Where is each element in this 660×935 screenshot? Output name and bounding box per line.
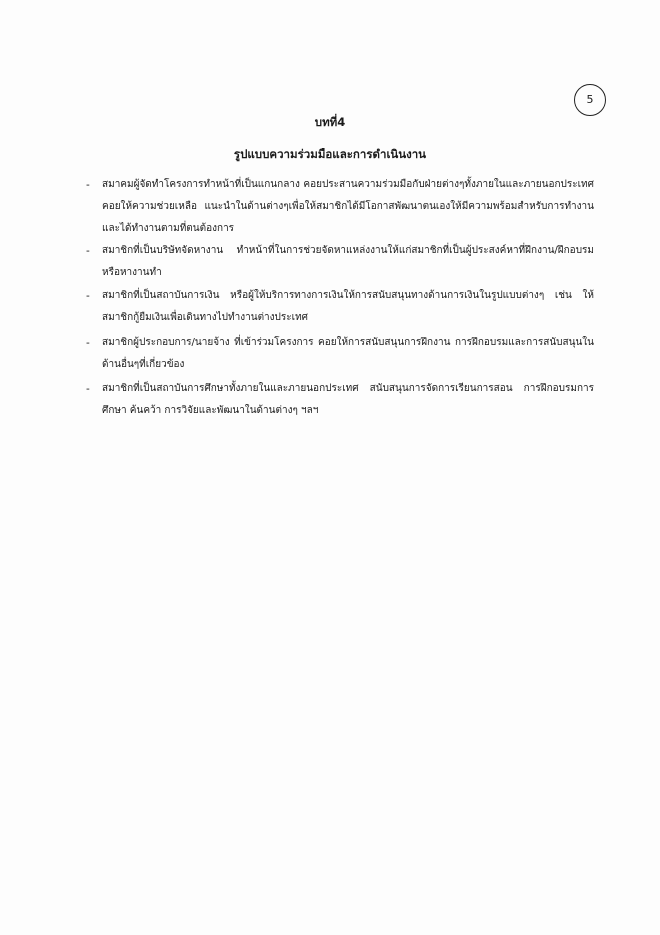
chapter-heading: บทที่4	[314, 115, 346, 129]
bullet-text: สมาชิกที่เป็นสถาบันการเงิน หรือผู้ให้บริการทางการเงินให้การสนับสนุนทางด้านการเงินในรูปแบบต่างๆ เช่น ให้สมาชิกกู้ยืมเงินเพื่อเดินทางไปทำงานต่างประเทศ	[102, 290, 594, 323]
bullet-dash: -	[86, 383, 90, 395]
bullet-text: สมาชิกที่เป็นสถาบันการศึกษาทั้งภายในและภายนอกประเทศ สนับสนุนการจัดการเรียนการสอน การฝึกอบรมการศึกษา ค้นคว้า การวิจัยและพัฒนาในด้านต่างๆ ฯลฯ	[102, 383, 594, 416]
bullet-text: สมาคมผู้จัดทำโครงการทำหน้าที่เป็นแกนกลาง คอยประสานความร่วมมือกับฝ่ายต่างๆทั้งภายในและภายนอกประเทศ คอยให้ความช่วยเหลือ แนะนำในด้านต่างๆเพื่อให้สมาชิกได้มีโอกาสพัฒนาตนเองให้มีความพร้อมสำหรับการทำงานและได้ทำงานตามที่ตนต้องการ	[102, 179, 594, 234]
bullet-dash: -	[86, 179, 90, 191]
bullet-dash: -	[86, 290, 90, 302]
bullet-dash: -	[86, 245, 90, 257]
bullet-text: สมาชิกผู้ประกอบการ/นายจ้าง ที่เข้าร่วมโครงการ คอยให้การสนับสนุนการฝึกงาน การฝึกอบรมและการสนับสนุนในด้านอื่นๆที่เกี่ยวข้อง	[102, 337, 594, 370]
section-title: รูปแบบความร่วมมือและการดำเนินงาน	[233, 147, 427, 161]
bullet-dash: -	[86, 337, 90, 349]
bullet-text: สมาชิกที่เป็นบริษัทจัดหางาน ทำหน้าที่ในการช่วยจัดหาแหล่งงานให้แก่สมาชิกที่เป็นผู้ประสงค์หาที่ฝึกงาน/ฝึกอบรมหรือหางานทำ	[102, 245, 594, 278]
page-number-badge: 5	[574, 84, 606, 116]
